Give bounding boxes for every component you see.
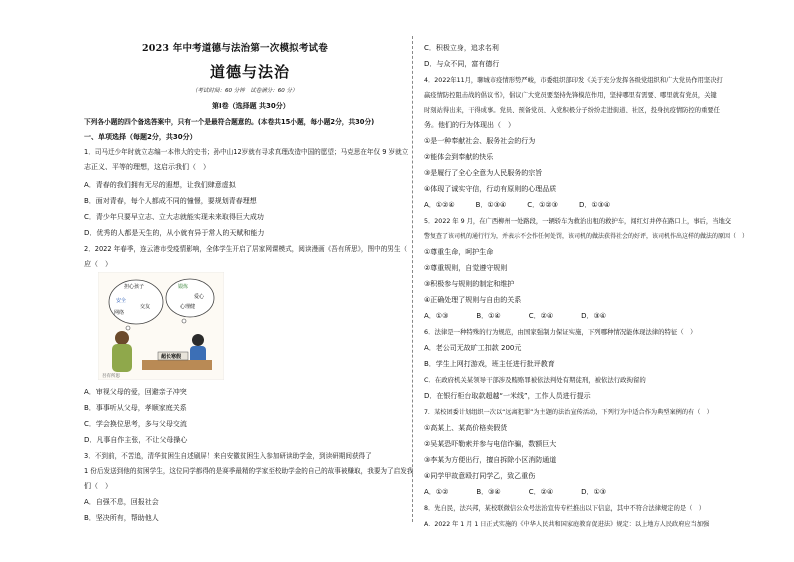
- question-line: 3．不到前，不苦追，清华贫困生自述刷屏！来自安徽贫困生入参加研读助学金，到读研期间获得了: [84, 452, 372, 460]
- option-line: A．审视父母的爱，回避亲子冲突: [84, 388, 187, 396]
- option-line: C．学会换位思考，多与父母交流: [84, 420, 187, 428]
- question-line: 务。他们的行为体现出（ ）: [424, 121, 515, 129]
- option-line: C．青少年只要早立志、立大志就能实现未来取得巨大成功: [84, 213, 264, 221]
- bubble-text: 担心孩子: [124, 284, 145, 290]
- option-line: A．①②④ B．①③④ C．①②③ D．①③④: [424, 201, 611, 209]
- option-line: C．积极立身，追求名利: [424, 44, 499, 52]
- statement-line: ①尊重生命，呵护生命: [424, 248, 494, 256]
- question-line: 们（ ）: [84, 482, 112, 490]
- option-line: D．与众不同，富有德行: [424, 60, 500, 68]
- bubble-text: 安全: [116, 298, 127, 304]
- bubble-text: 网络: [114, 310, 125, 316]
- option-line: A．2022 年 1 月 1 日正式实施的《中华人民共和国家庭教育促进法》规定：以上地方人民政府应当加强: [424, 521, 710, 528]
- option-line: B．面对青春，每个人都成不同的憧憬，要规划青春理想: [84, 197, 257, 205]
- option-line: A．①③ B．①④ C．②④ D．③④: [424, 312, 607, 320]
- statement-line: ④同学甲故意殴打同学乙，致乙重伤: [424, 472, 536, 480]
- question-line: 8．先自民，法兴邦，某校联微信公众号法治宣传专栏推出以下信息，其中不符合法律规定的是（ ）: [424, 505, 706, 512]
- option-line: B．学生上网打游戏，班主任进行批评教育: [424, 360, 555, 368]
- mother-head: [115, 331, 129, 345]
- question-line: 7．某校团委计划组织一次以“远离犯罪”为主题的法治宣传活动，下列行为中适合作为典型案例的有（ ）: [424, 409, 713, 416]
- sign-text: 超长寒假: [161, 354, 182, 360]
- exam-meta: （考试时间：60 分钟 试卷满分：60 分）: [192, 88, 298, 94]
- question-line: 志正义、平等的理想，这启示我们（ ）: [84, 163, 210, 171]
- statement-line: ④正确处理了规则与自由的关系: [424, 296, 522, 304]
- option-line: A．老公司无故旷工扣款 200元: [424, 344, 522, 352]
- question-line: 5．2022 年 9 月，在广西柳州一处路段，一辆轿车为救治出租的救护车，闯红灯并停在路口上，事后，当地交: [424, 218, 732, 225]
- bubble-text: 交友: [140, 304, 151, 310]
- statement-line: ①是一种奉献社会、服务社会的行为: [424, 137, 536, 145]
- cartoon-figure: [98, 272, 224, 380]
- question-line: 2．2022 年春季，连云港市受疫情影响，全体学生开启了居家网课模式，阅读漫画《吾有所思》，图中的男生（: [84, 245, 408, 253]
- option-line: C．在政府机关某领导干部涉及贿赂罪被依法判处有期徒刑，被依法行政拘留的: [424, 376, 646, 384]
- option-line: B．坚决所有，帮助他人: [84, 514, 159, 522]
- desk: [142, 360, 212, 370]
- statement-line: ③李某为方便出行，擅自拆除小区消防通道: [424, 456, 557, 464]
- statement-line: ④体现了诚实守信，行动有原则的心理品质: [424, 185, 557, 193]
- option-line: A．自强不息，回报社会: [84, 498, 159, 506]
- option-line: D．优秀的人都是天生的，从小就有异于常人的天赋和能力: [84, 229, 265, 237]
- option-line: A．①② B．③④ C．②④ D．①③: [424, 488, 607, 496]
- question-line: 警复查了该司机的通行行为，并表示不会作任何处罚，该司机的做法获得社会的好评，该司机作出这样的做法的原因（ ）: [424, 233, 749, 240]
- statement-line: ②能体会到奉献的快乐: [424, 153, 494, 161]
- question-line: 应（ ）: [84, 260, 112, 268]
- section-title: 第Ⅰ卷（选择题 共30分）: [212, 102, 290, 110]
- question-line: 时刻站得出来，干得成事。党员、预备党员、入党积极分子纷纷走进街道、社区，投身抗疫情防控的重要任: [424, 107, 720, 114]
- option-line: D．在银行柜台取款超越“一米线”，工作人员进行提示: [424, 392, 591, 400]
- option-line: D．凡事自作主张，不让父母操心: [84, 436, 188, 444]
- statement-line: ②尊重规则，自觉遵守规则: [424, 264, 508, 272]
- option-line: B．事事听从父母，孝顺家庭关系: [84, 404, 187, 412]
- subject-title: 道德与法治: [210, 63, 291, 81]
- statement-line: ②吴某恐吓勒索并参与电信诈骗，数额巨大: [424, 440, 557, 448]
- bubble-text: 锻炼: [178, 284, 189, 290]
- column-divider: [412, 36, 413, 522]
- mother-body: [112, 344, 132, 372]
- figure-caption: 吾有所思: [102, 374, 120, 379]
- statement-line: ③积极参与规则的制定和维护: [424, 280, 515, 288]
- statement-line: ①高某上、某高价格卖假货: [424, 424, 508, 432]
- bubble-text: 爱心: [194, 294, 205, 300]
- statement-line: ③是履行了全心全意为人民服务的宗旨: [424, 169, 543, 177]
- bubble-text: 心理健: [180, 304, 196, 310]
- question-line: 1．司马迁少年时就立志编一本伟大的史书；孙中山12岁就有寻求真理改造中国的愿望；马克思在年仅 9 岁就立: [84, 148, 409, 156]
- exam-title: 2023 年中考道德与法治第一次模拟考试卷: [142, 43, 328, 54]
- question-line: 赢疫情防控阻击战的倡议书》，倡议广大党员要坚持先锋模范作用，坚持哪里有需要、哪里就有党员，关键: [424, 92, 717, 99]
- instructions: 下列各小题的四个备选答案中，只有一个是最符合题意的。(本卷共15小题，每小题2分，共30分): [84, 118, 375, 126]
- question-line: 4．2022年11月，聊城市疫情形势严峻，市委组织部印发《关于充分发挥各级党组织和广大党员作用坚决打: [424, 77, 723, 84]
- question-line: 6．法律是一种特殊的行为规范，由国家强制力保证实施，下列哪种情况能体现法律的特征（ ）: [424, 328, 697, 336]
- boy-head: [192, 334, 204, 346]
- part-label: 一、单项选择（每题2分，共30分）: [84, 133, 197, 141]
- option-line: A．青春的我们拥有无尽的遐想，让我们肆意虚拟: [84, 181, 236, 189]
- question-line: 1 份后发送到他的贫困学生，这位同学都得的是赛季最精的学家至校助学金的自己的故事被赚取，我要为了启发我: [84, 467, 414, 475]
